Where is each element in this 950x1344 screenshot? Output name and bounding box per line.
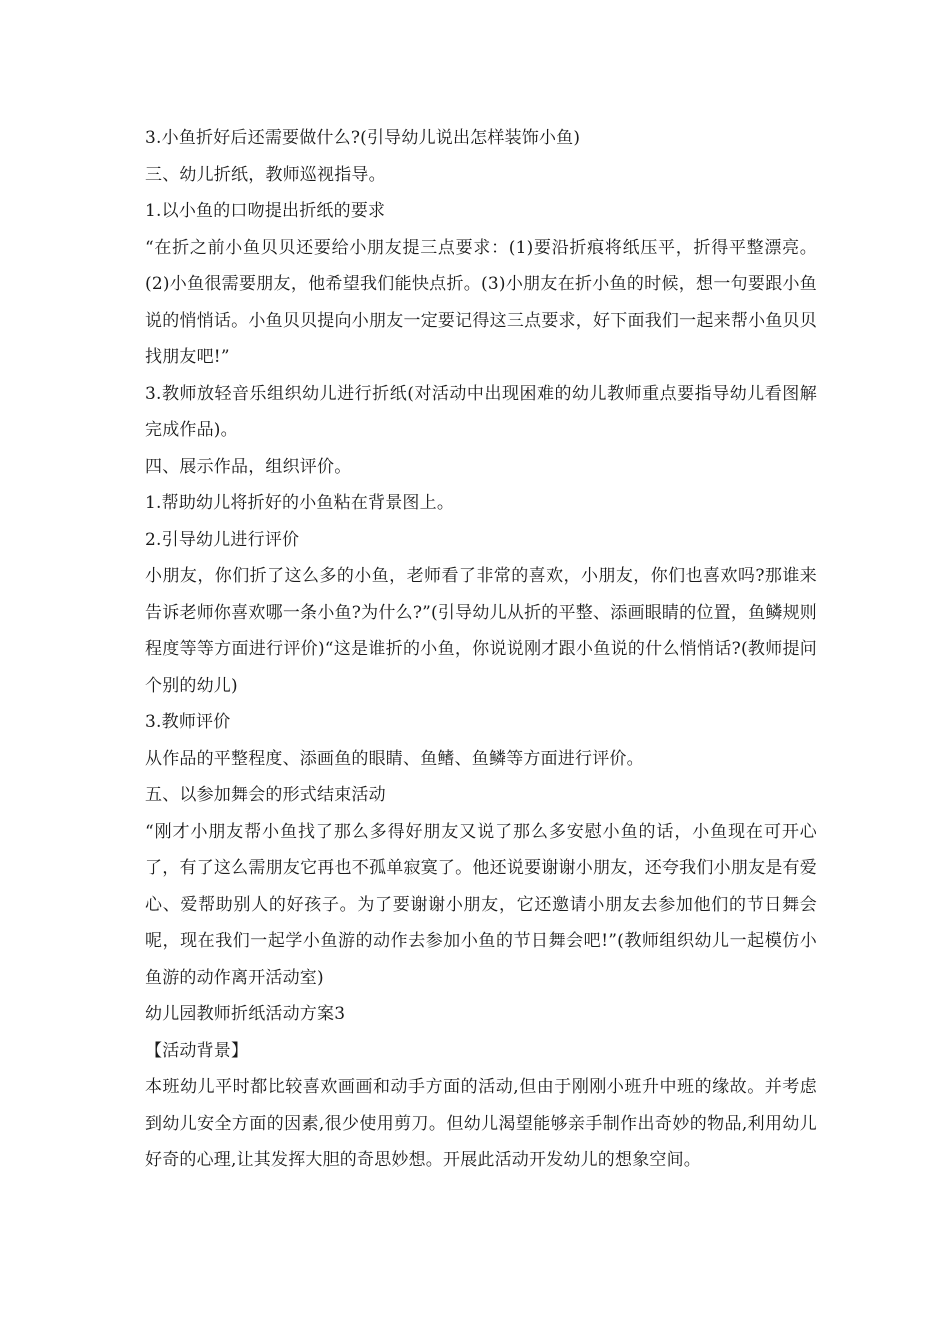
paragraph-step-3-decorate: 3.小鱼折好后还需要做什么?(引导幼儿说出怎样装饰小鱼) bbox=[145, 128, 581, 148]
document-body bbox=[145, 120, 817, 1179]
plan-title: 幼儿园教师折纸活动方案3 bbox=[145, 1004, 346, 1024]
section-heading-5: 五、以参加舞会的形式结束活动 bbox=[145, 785, 386, 805]
paragraph-evaluation-dialog: 小朋友，你们折了这么多的小鱼，老师看了非常的喜欢，小朋友，你们也喜欢吗?那谁来告诉老师你喜欢哪一条小鱼?为什么?”(引导幼儿从折的平整、添画眼睛的位置，鱼鳞规则程度等等方面进行评价)“这是谁折的小鱼，你说说刚才跟小鱼说的什么悄悄话?(教师提问个别的幼儿) bbox=[145, 566, 817, 696]
paragraph-step-1-requirements: 1.以小鱼的口吻提出折纸的要求 bbox=[145, 201, 386, 221]
section-heading-background: 【活动背景】 bbox=[145, 1040, 249, 1061]
section-heading-3: 三、幼儿折纸，教师巡视指导。 bbox=[145, 164, 386, 185]
paragraph-fish-quote: “在折之前小鱼贝贝还要给小朋友提三点要求：(1)要沿折痕将纸压平，折得平整漂亮。(2)小鱼很需要朋友，他希望我们能快点折。(3)小朋友在折小鱼的时候，想一句要跟小鱼说的悄悄话。小鱼贝贝提向小朋友一定要记得这三点要求，好下面我们一起来帮小鱼贝贝找朋友吧!” bbox=[145, 237, 817, 367]
paragraph-evaluation-aspects: 从作品的平整程度、添画鱼的眼睛、鱼鳍、鱼鳞等方面进行评价。 bbox=[145, 748, 644, 769]
paragraph-step-3-music: 3.教师放轻音乐组织幼儿进行折纸(对活动中出现困难的幼儿教师重点要指导幼儿看图解完成作品)。 bbox=[145, 383, 817, 440]
paragraph-background: 本班幼儿平时都比较喜欢画画和动手方面的活动,但由于刚刚小班升中班的缘故。并考虑到幼儿安全方面的因素,很少使用剪刀。但幼儿渴望能够亲手制作出奇妙的物品,利用幼儿好奇的心理,让其发挥大胆的奇思妙想。开展此活动开发幼儿的想象空间。 bbox=[145, 1077, 817, 1170]
paragraph-step-2-evaluate: 2.引导幼儿进行评价 bbox=[145, 529, 300, 550]
section-heading-4: 四、展示作品，组织评价。 bbox=[145, 456, 352, 477]
paragraph-step-1-paste: 1.帮助幼儿将折好的小鱼粘在背景图上。 bbox=[145, 493, 455, 513]
paragraph-dance-quote: “刚才小朋友帮小鱼找了那么多得好朋友又说了那么多安慰小鱼的话，小鱼现在可开心了，有了这么需朋友它再也不孤单寂寞了。他还说要谢谢小朋友，还夸我们小朋友是有爱心、爱帮助别人的好孩子。为了要谢谢小朋友，它还邀请小朋友去参加他们的节日舞会呢，现在我们一起学小鱼游的动作去参加小鱼的节日舞会吧!”(教师组织幼儿一起模仿小鱼游的动作离开活动室) bbox=[145, 821, 817, 988]
paragraph-step-3-teacher: 3.教师评价 bbox=[145, 712, 231, 732]
